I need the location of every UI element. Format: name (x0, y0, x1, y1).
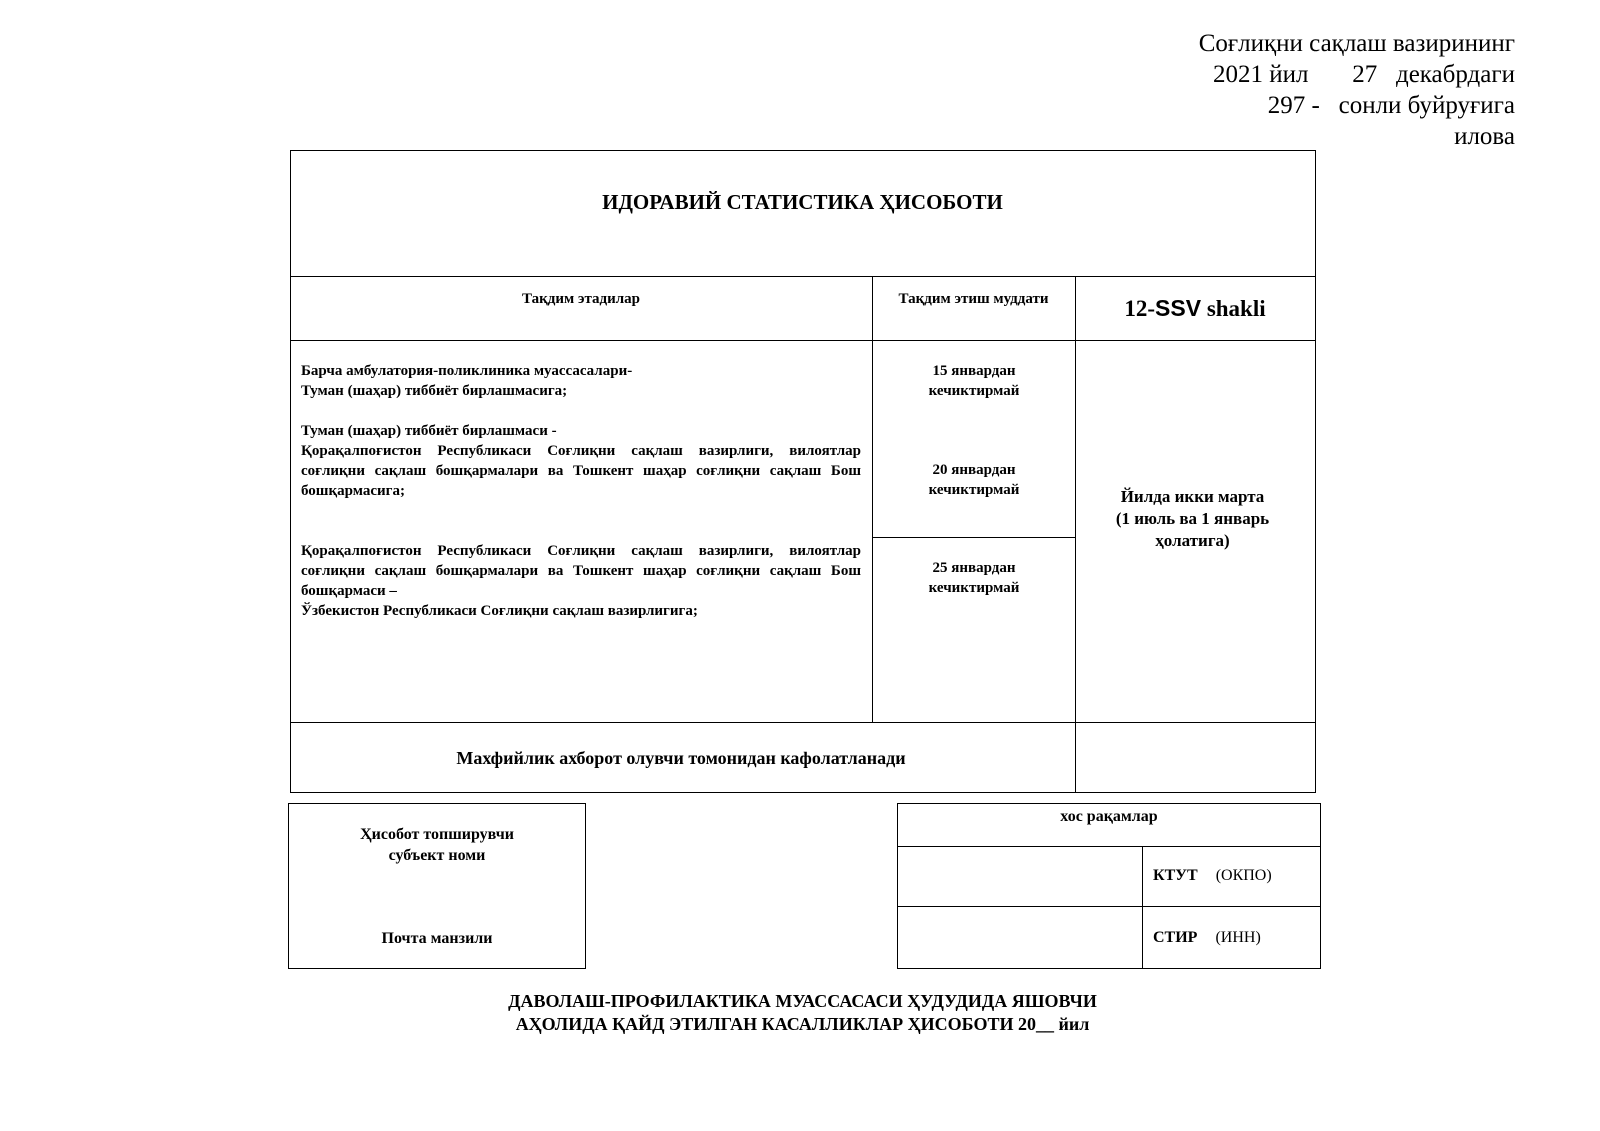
approval-line-2: 2021 йил 27 декабрдаги (1212, 61, 1515, 88)
postal-address-label: Почта манзили (381, 930, 493, 947)
approval-line-1: Соғлиқни сақлаш вазирининг (1198, 30, 1515, 57)
table-col-divider-2 (1075, 276, 1076, 793)
form-code-prefix: 12- (1124, 296, 1156, 321)
report-title: ИДОРАВИЙ СТАТИСТИКА ҲИСОБОТИ (602, 190, 1003, 214)
subject-name-label-line-2: субъект номи (388, 847, 486, 864)
confidentiality-note: Махфийлик ахборот олувчи томонидан кафолатланади (456, 748, 906, 768)
codes-divider-2 (897, 906, 1321, 907)
deadline-2-note: кечиктирмай (928, 482, 1020, 498)
code-stir (1153, 929, 1261, 947)
codes-col-divider (1142, 846, 1143, 969)
recipients-list (301, 361, 861, 621)
table-divider-header (290, 340, 1316, 341)
deadline-column-header: Тақдим этиш муддати (898, 291, 1049, 307)
recipient-2-from: Туман (шаҳар) тиббиёт бирлашмаси - (301, 423, 557, 439)
form-code (1075, 295, 1315, 322)
reporting-frequency (1080, 486, 1305, 552)
approval-line-3: 297 - сонли буйруғига (1267, 92, 1515, 119)
deadline-divider (872, 537, 1075, 538)
deadline-2-date: 20 январдан (932, 462, 1016, 478)
recipient-2-to: Қорақалпоғистон Республикаси Соғлиқни сақлаш вазирлиги, вилоятлар соғлиқни сақлаш бошқармалари ва Тошкент шаҳар соғлиқни сақлаш Бош бошқармасига; (301, 443, 861, 499)
report-subtitle-line-2: АҲОЛИДА ҚАЙД ЭТИЛГАН КАСАЛЛИКЛАР ҲИСОБОТИ 20__ йил (515, 1014, 1090, 1034)
form-code-suffix: shakli (1201, 296, 1266, 321)
deadline-1-note: кечиктирмай (928, 383, 1020, 399)
codes-divider-1 (897, 846, 1321, 847)
code-inn-label: (ИНН) (1215, 929, 1261, 946)
code-stir-label: СТИР (1153, 929, 1198, 946)
recipient-1-to: Туман (шаҳар) тиббиёт бирлашмасига; (301, 383, 568, 399)
recipient-1-from: Барча амбулатория-поликлиника муассасалари- (301, 363, 633, 379)
codes-header: хос рақамлар (1060, 808, 1158, 825)
recipient-3-to: Ўзбекистон Республикаси Соғлиқни сақлаш вазирлигига; (301, 603, 698, 619)
report-subtitle-line-1: ДАВОЛАШ-ПРОФИЛАКТИКА МУАССАСАСИ ҲУДУДИДА ЯШОВЧИ (508, 991, 1097, 1011)
deadline-3-date: 25 январдан (932, 560, 1016, 576)
frequency-line-1: Йилда икки марта (1120, 487, 1265, 506)
subject-name-label-line-1: Ҳисобот топширувчи (360, 826, 514, 843)
frequency-line-3: ҳолатига) (1155, 531, 1230, 550)
table-divider-bottom (290, 722, 1316, 723)
approval-line-4: илова (1454, 123, 1515, 150)
deadline-1 (874, 361, 1074, 401)
code-ktut (1153, 867, 1272, 885)
code-ktut-label: КТУТ (1153, 867, 1198, 884)
deadline-3-note: кечиктирмай (928, 580, 1020, 596)
deadline-2 (874, 460, 1074, 500)
table-col-divider-1 (872, 276, 873, 722)
approval-note (1199, 28, 1515, 152)
deadline-1-date: 15 январдан (932, 363, 1016, 379)
submitters-column-header: Тақдим этадилар (522, 291, 640, 307)
frequency-line-2: (1 июль ва 1 январь (1115, 509, 1270, 528)
subject-name-label (288, 824, 586, 866)
recipient-3-from: Қорақалпоғистон Республикаси Соғлиқни сақлаш вазирлиги, вилоятлар соғлиқни сақлаш бошқармалари ва Тошкент шаҳар соғлиқни сақлаш Бош бошқармаси – (301, 543, 861, 599)
form-code-mid: SSV (1155, 295, 1202, 321)
report-subtitle (290, 990, 1315, 1036)
table-divider-title (290, 276, 1316, 277)
deadline-3 (874, 558, 1074, 598)
code-okpo-label: (ОКПО) (1215, 867, 1272, 884)
